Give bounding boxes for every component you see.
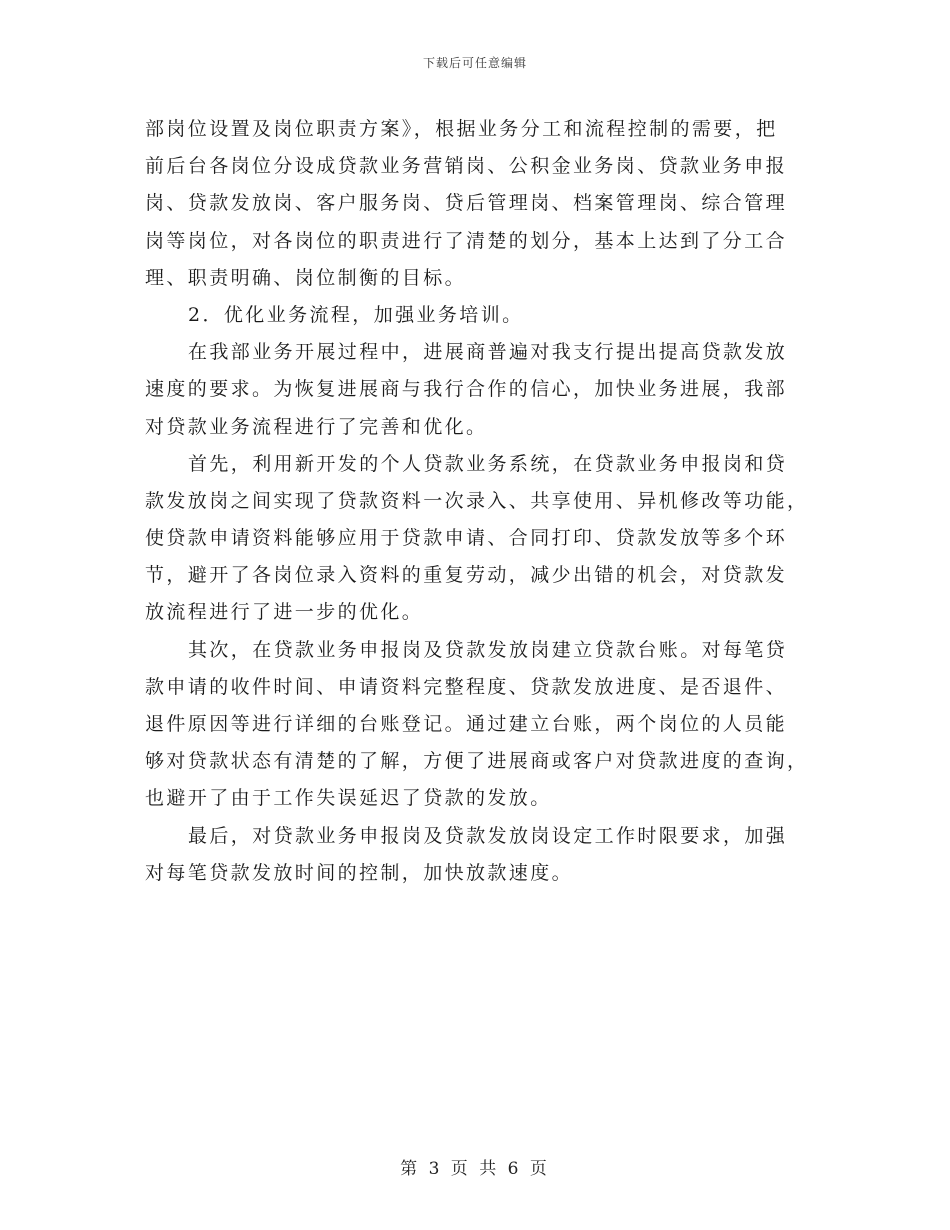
body-line: 理、职责明确、岗位制衡的目标。 <box>145 266 467 289</box>
body-line: 节，避开了各岗位录入资料的重复劳动，减少出错的机会，对贷款发 <box>145 564 788 587</box>
section-heading: 2．优化业务流程，加强业务培训。 <box>188 303 524 326</box>
body-line: 速度的要求。为恢复进展商与我行合作的信心，加快业务进展，我部 <box>145 378 788 401</box>
body-line: 前后台各岗位分设成贷款业务营销岗、公积金业务岗、贷款业务申报 <box>145 155 788 178</box>
page-header-note: 下载后可任意编辑 <box>422 56 527 70</box>
body-line: 最后，对贷款业务申报岗及贷款发放岗设定工作时限要求，加强 <box>188 824 788 847</box>
page-number: 第 3 页 共 6 页 <box>400 1159 550 1179</box>
document-body <box>145 111 809 892</box>
body-line: 其次，在贷款业务申报岗及贷款发放岗建立贷款台账。对每笔贷 <box>188 638 788 661</box>
body-line: 首先，利用新开发的个人贷款业务系统，在贷款业务申报岗和贷 <box>188 452 788 475</box>
body-line: 使贷款申请资料能够应用于贷款申请、合同打印、贷款发放等多个环 <box>145 527 788 550</box>
body-line: 对贷款业务流程进行了完善和优化。 <box>145 415 488 438</box>
body-line: 对每笔贷款发放时间的控制，加快放款速度。 <box>145 861 574 884</box>
body-line: 退件原因等进行详细的台账登记。通过建立台账，两个岗位的人员能 <box>145 713 788 735</box>
body-line: 放流程进行了进一步的优化。 <box>145 601 424 624</box>
body-line: 岗、贷款发放岗、客户服务岗、贷后管理岗、档案管理岗、综合管理 <box>145 192 788 215</box>
body-line: 够对贷款状态有清楚的了解，方便了进展商或客户对贷款进度的查询， <box>145 750 809 773</box>
body-line: 也避开了由于工作失误延迟了贷款的发放。 <box>145 787 552 810</box>
body-line: 部岗位设置及岗位职责方案》，根据业务分工和流程控制的需要，把 <box>145 118 778 140</box>
body-line: 款申请的收件时间、申请资料完整程度、贷款发放进度、是否退件、 <box>145 675 788 698</box>
body-line: 岗等岗位，对各岗位的职责进行了清楚的划分，基本上达到了分工合 <box>145 229 788 252</box>
body-line: 款发放岗之间实现了贷款资料一次录入、共享使用、异机修改等功能， <box>145 489 809 512</box>
body-line: 在我部业务开展过程中，进展商普遍对我支行提出提高贷款发放 <box>188 341 788 364</box>
